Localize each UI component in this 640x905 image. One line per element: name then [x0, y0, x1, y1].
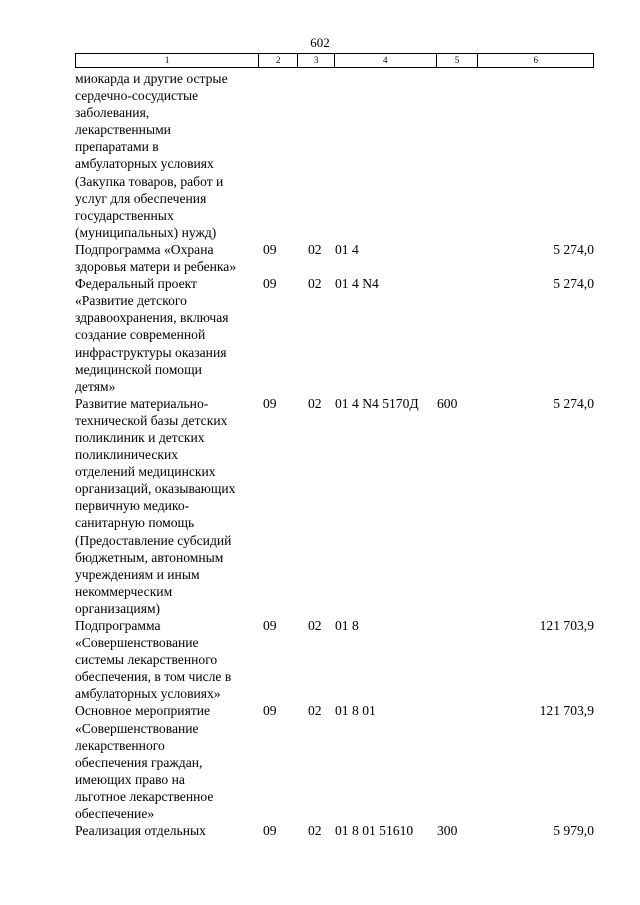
row-target-article: 01 8 01: [335, 703, 376, 719]
row-name: Подпрограмма «Охрана здоровья матери и ребенка»: [75, 241, 237, 275]
row-subsection-code: 02: [308, 703, 322, 719]
row-expense-type: 300: [437, 823, 458, 839]
table-row: [75, 241, 594, 275]
row-section-code: 09: [263, 241, 277, 257]
table-row: [75, 822, 594, 839]
row-section-code: 09: [263, 618, 277, 633]
table-column-header-row: [75, 53, 594, 68]
row-subsection-code: 02: [308, 241, 322, 257]
row-name: Подпрограмма «Совершенствование системы лекарственного обеспечения, в том числе в амбулаторных условиях»: [75, 618, 232, 702]
column-header-3: 3: [298, 54, 335, 67]
row-amount: 5 274,0: [553, 276, 594, 292]
row-target-article: 01 4 N4: [335, 276, 379, 292]
row-subsection-code: 02: [308, 276, 322, 292]
row-target-article: 01 4: [335, 241, 359, 257]
table-row: [75, 617, 594, 702]
row-amount: 121 703,9: [539, 703, 594, 719]
row-subsection-code: 02: [308, 618, 322, 633]
column-header-2: 2: [259, 54, 298, 67]
row-name: Реализация отдельных: [75, 823, 206, 839]
table-row: [75, 702, 594, 822]
row-amount: 121 703,9: [539, 618, 594, 633]
column-header-5: 5: [437, 54, 479, 67]
column-header-4: 4: [335, 54, 437, 67]
row-amount: 5 274,0: [553, 395, 594, 411]
column-header-1: 1: [76, 54, 259, 67]
column-header-6: 6: [533, 55, 538, 65]
row-section-code: 09: [263, 823, 277, 839]
row-name: Развитие материально- технической базы детских поликлиник и детских поликлинических отделений медицинских организаций, оказывающих первичную медико- санитарную помощь (Предоставление субсидий бюджетным, автономным учреждениям и иным некоммерческим организациям): [75, 395, 236, 616]
row-section-code: 09: [263, 395, 277, 411]
row-amount: 5 979,0: [553, 823, 594, 839]
row-section-code: 09: [263, 276, 277, 292]
row-target-article: 01 4 N4 5170Д: [335, 395, 419, 411]
row-target-article: 01 8: [335, 618, 359, 633]
row-expense-type: 600: [437, 395, 458, 411]
row-target-article: 01 8 01 51610: [335, 823, 414, 839]
row-subsection-code: 02: [308, 823, 322, 839]
table-row: [75, 395, 594, 617]
table-row: [75, 275, 594, 395]
row-section-code: 09: [263, 703, 277, 719]
row-name: Федеральный проект «Развитие детского здравоохранения, включая создание современной инфраструктуры оказания медицинской помощи детям»: [75, 276, 229, 394]
row-name: Основное мероприятие «Совершенствование лекарственного обеспечения граждан, имеющих право на льготное лекарственное обеспечение»: [75, 703, 214, 822]
page-number: 602: [310, 35, 330, 50]
row-name: миокарда и другие острые сердечно-сосудистые заболевания, лекарственными препаратами в амбулаторных условиях (Закупка товаров, работ и услуг для обеспечения государственных (муниципальных) нужд): [75, 71, 228, 240]
table-row: [75, 70, 594, 241]
row-subsection-code: 02: [308, 395, 322, 411]
budget-table-body: [75, 70, 594, 839]
row-amount: 5 274,0: [553, 241, 594, 257]
